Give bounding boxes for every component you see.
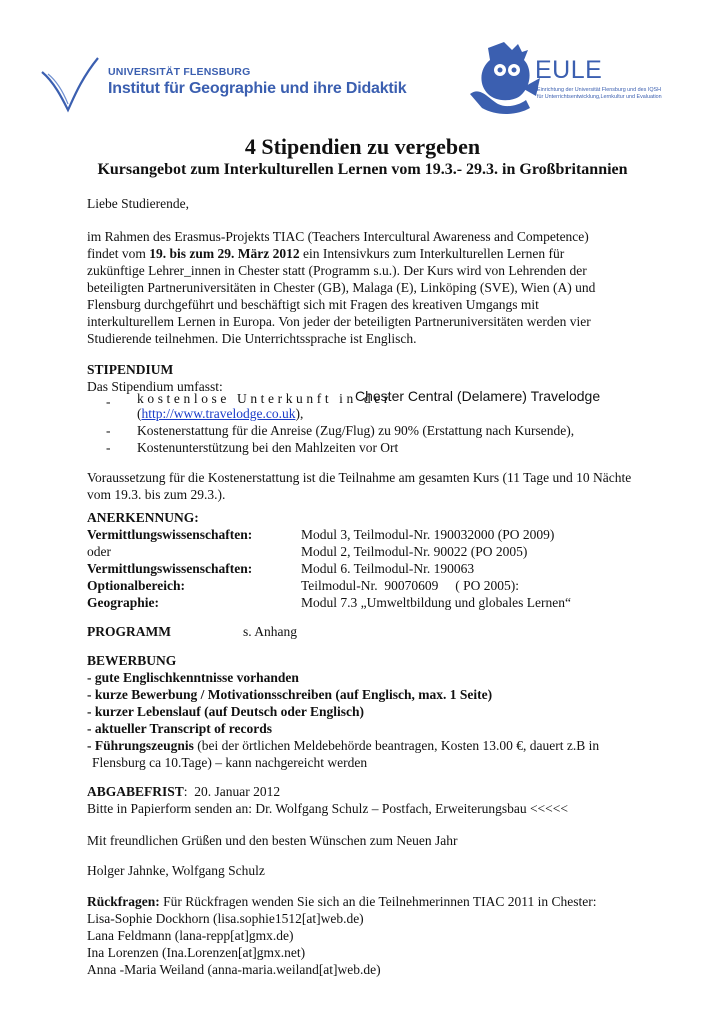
eule-description-line: Einrichtung der Universität Flensburg und des IQSH (537, 87, 662, 93)
requirement-line: vom 19.3. bis zum 29.3.). (87, 487, 226, 502)
list-dash: - (106, 440, 111, 455)
contact-item: Lana Feldmann (lana-repp[at]gmx.de) (87, 928, 294, 943)
greeting: Liebe Studierende, (87, 196, 189, 211)
stipendium-item-link-line (137, 405, 303, 422)
closing-line: Mit freundlichen Grüßen und den besten Wünschen zum Neuen Jahr (87, 833, 458, 848)
credit-value: Modul 3, Teilmodul-Nr. 190032000 (PO 2009) (301, 527, 555, 542)
deadline-value: : 20. Januar 2012 (183, 784, 281, 799)
bewerbung-item: - gute Englischkenntnisse vorhanden (87, 670, 299, 685)
stipendium-item: Kostenunterstützung bei den Mahlzeiten vor Ort (137, 440, 399, 455)
course-dates: 19. bis zum 29. März 2012 (149, 246, 300, 261)
contact-item: Lisa-Sophie Dockhorn (lisa.sophie1512[at]web.de) (87, 911, 364, 926)
paren: ), (295, 406, 304, 421)
item-bold: - Führungszeugnis (87, 738, 194, 753)
paren: ( (137, 406, 142, 421)
document-subtitle: Kursangebot zum Interkulturellen Lernen vom 19.3.- 29.3. in Großbritannien (97, 161, 628, 178)
credit-label: Vermittlungswissenschaften: (87, 527, 253, 542)
institute-name: Institut für Geographie und ihre Didaktik (108, 80, 407, 97)
stipendium-lead: Das Stipendium umfasst: (87, 379, 223, 394)
submission-address: Bitte in Papierform senden an: Dr. Wolfgang Schulz – Postfach, Erweiterungsbau <<<<< (87, 801, 569, 816)
list-dash: - (106, 423, 111, 438)
document-title: 4 Stipendien zu vergeben (244, 134, 481, 159)
eule-description (537, 87, 707, 101)
stipendium-item: Kostenerstattung für die Anreise (Zug/Flug) zu 90% (Erstattung nach Kursende), (137, 423, 575, 438)
section-heading-programm: PROGRAMM (87, 624, 171, 639)
travelodge-link[interactable]: http://www.travelodge.co.uk (141, 406, 296, 421)
questions-line (87, 893, 596, 910)
deadline-label: ABGABEFRIST (87, 784, 184, 799)
intro-line: interkulturellem Lernen in Europa. Von jeder der beteiligten Partneruniversitäten werden vier (87, 314, 591, 329)
intro-line: im Rahmen des Erasmus-Projekts TIAC (Teachers Intercultural Awareness and Competence) (87, 229, 589, 244)
credit-value: Modul 6. Teilmodul-Nr. 190063 (301, 561, 475, 576)
deadline-line (87, 783, 280, 800)
item-text: (bei der örtlichen Meldebehörde beantragen, Kosten 13.00 €, dauert z.B in (193, 738, 600, 753)
section-heading-anerkennung: ANERKENNUNG: (87, 510, 199, 525)
bewerbung-item-continued: Flensburg ca 10.Tage) – kann nachgereicht werden (92, 755, 368, 770)
contact-item: Ina Lorenzen (Ina.Lorenzen[at]gmx.net) (87, 945, 306, 960)
requirement-line: Voraussetzung für die Kostenerstattung ist die Teilnahme am gesamten Kurs (11 Tage und 10 Nächte (87, 470, 632, 485)
credit-value: Modul 2, Teilmodul-Nr. 90022 (PO 2005) (301, 544, 528, 559)
credit-value: Modul 7.3 „Umweltbildung und globales Lernen“ (301, 595, 571, 610)
bewerbung-item: - aktueller Transcript of records (87, 721, 272, 736)
hotel-name: Chester Central (Delamere) Travelodge (355, 388, 601, 404)
bewerbung-item: - kurze Bewerbung / Motivationsschreiben (auf Englisch, max. 1 Seite) (87, 687, 493, 702)
intro-line: Flensburg durchgeführt und beschäftigt sich mit Fragen des kreativen Umgangs mit (87, 297, 539, 312)
questions-text: Für Rückfragen wenden Sie sich an die Teilnehmerinnen TIAC 2011 in Chester: (159, 894, 597, 909)
questions-label: Rückfragen: (87, 894, 160, 909)
programm-value: s. Anhang (243, 624, 297, 639)
intro-text: ein Intensivkurs zum Interkulturellen Lernen für (299, 246, 565, 261)
intro-line: zukünftige Lehrer_innen in Chester statt (Programm s.u.). Der Kurs wird von Lehrenden der (87, 263, 587, 278)
bewerbung-item (87, 737, 599, 754)
bewerbung-item: - kurzer Lebenslauf (auf Deutsch oder Englisch) (87, 704, 365, 719)
eule-wordmark: EULE (535, 56, 603, 84)
intro-line: beteiligten Partneruniversitäten in Chester (GB), Malaga (E), Linköping (SVE), Wien (A) und (87, 280, 596, 295)
credit-value: Teilmodul-Nr. 90070609 ( PO 2005): (301, 578, 520, 593)
section-heading-stipendium: STIPENDIUM (87, 362, 174, 377)
credit-label: Geographie: (87, 595, 159, 610)
list-dash: - (106, 394, 111, 409)
intro-line: Studierende teilnehmen. Die Unterrichtssprache ist Englisch. (87, 331, 417, 346)
intro-text: findet vom (87, 246, 150, 261)
item-text: kostenlose Unterkunft in der (137, 391, 392, 406)
section-heading-bewerbung: BEWERBUNG (87, 653, 177, 668)
eule-description-line: für Unterrichtsentwicklung,Lernkultur und Evaluation (537, 94, 662, 100)
credit-label: Optionalbereich: (87, 578, 186, 593)
intro-line (87, 245, 640, 262)
credit-label: Vermittlungswissenschaften: (87, 561, 253, 576)
credit-label: oder (87, 544, 111, 559)
signature: Holger Jahnke, Wolfgang Schulz (87, 863, 265, 878)
contact-item: Anna -Maria Weiland (anna-maria.weiland[at]web.de) (87, 962, 381, 977)
university-name: UNIVERSITÄT FLENSBURG (108, 66, 251, 78)
